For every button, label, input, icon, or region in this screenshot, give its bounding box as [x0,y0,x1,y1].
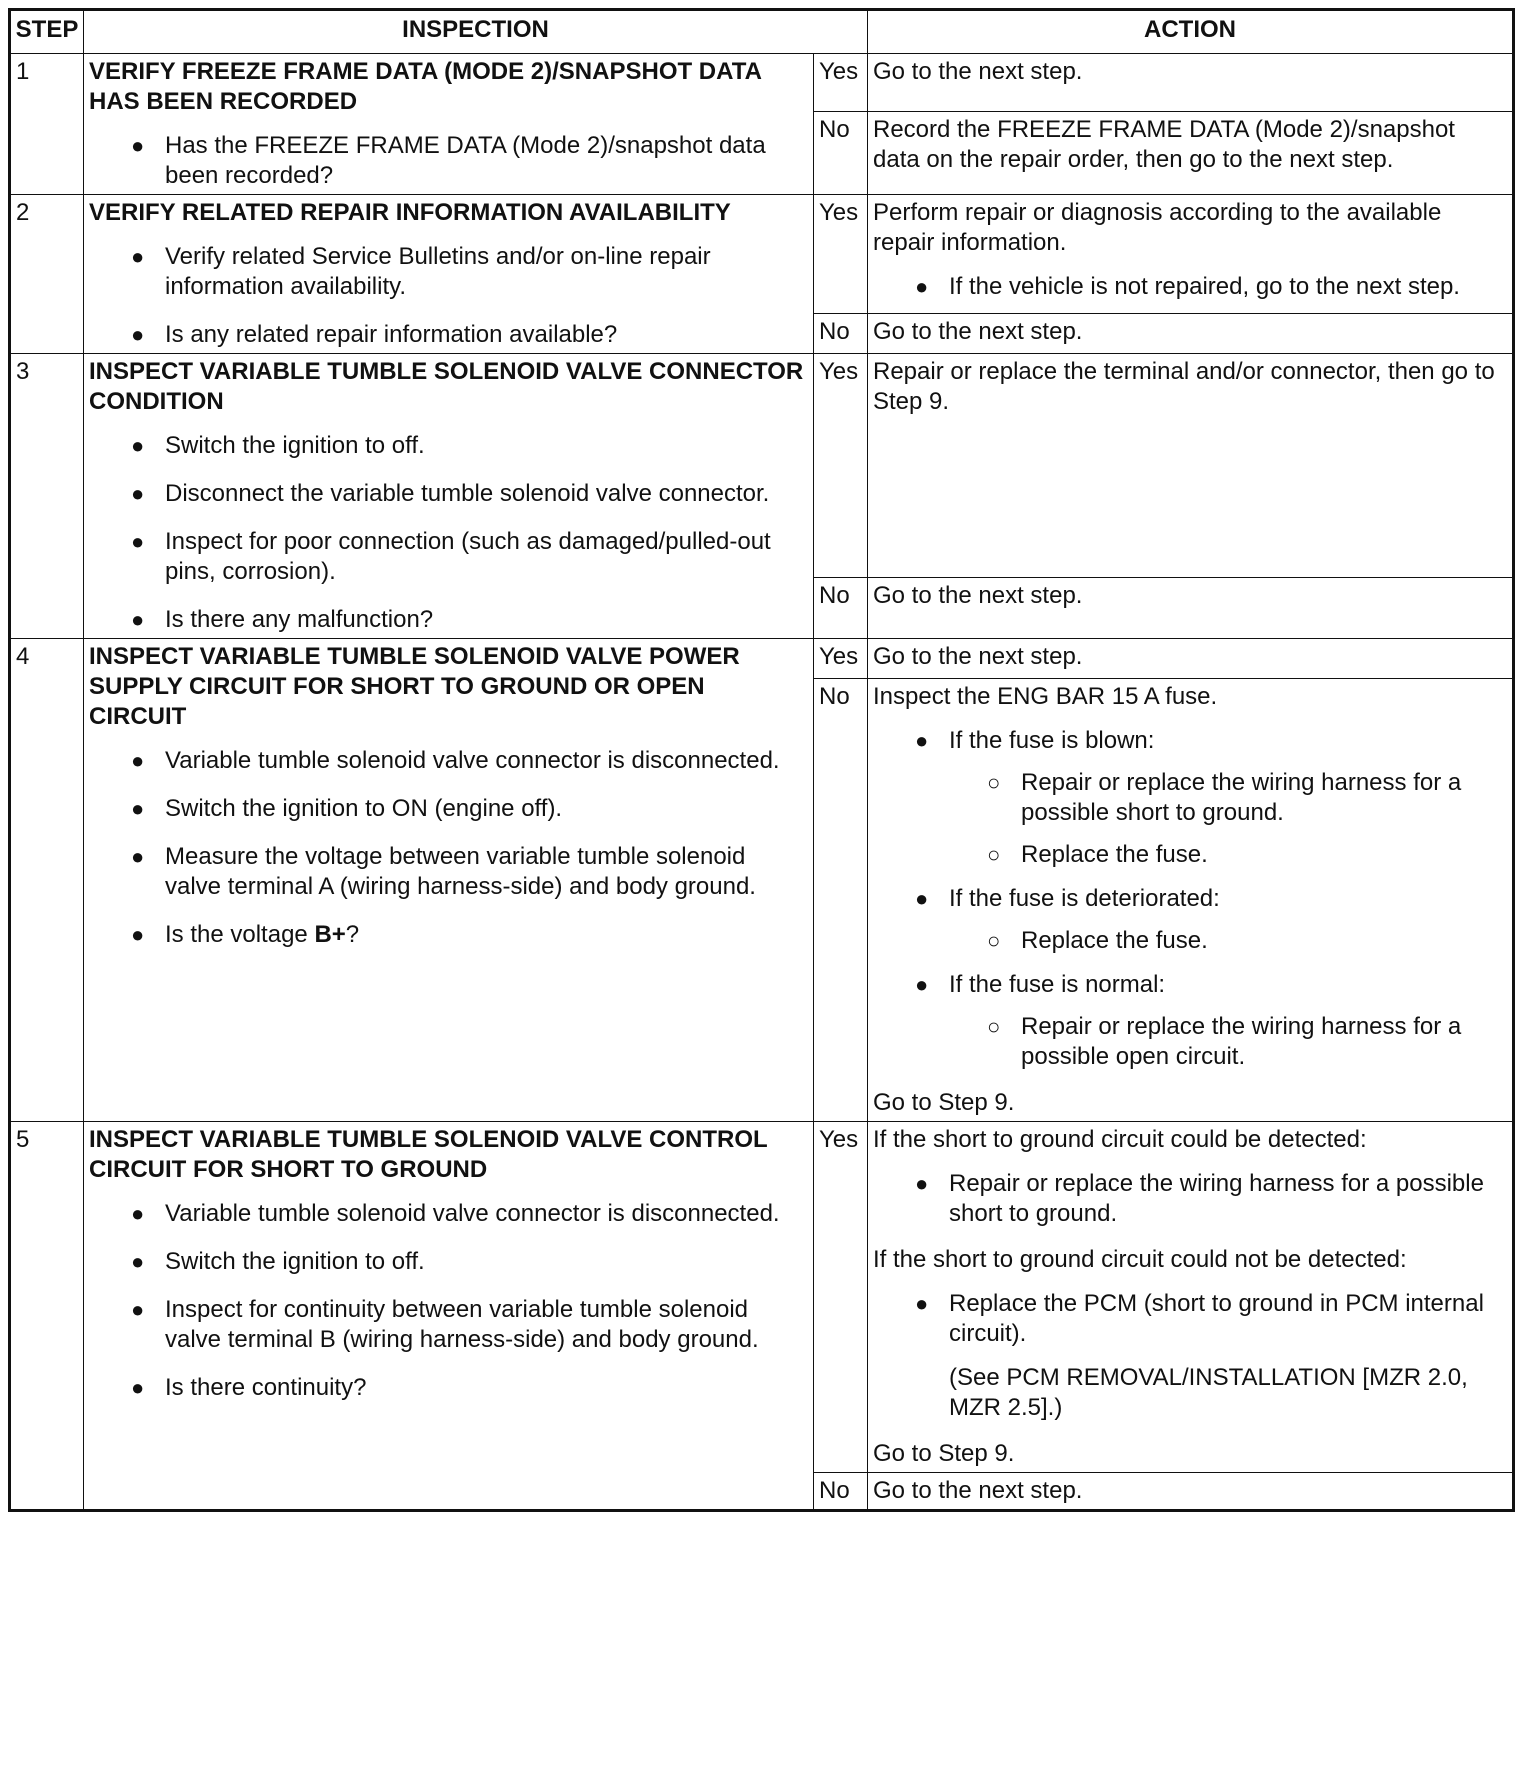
step-title: INSPECT VARIABLE TUMBLE SOLENOID VALVE POWER SUPPLY CIRCUIT FOR SHORT TO GROUND OR OPEN CIRCUIT [89,643,740,730]
voltage-value: B+ [314,921,346,948]
step-5-yes-row [10,1122,1514,1473]
diagnostic-table [8,8,1515,1512]
bullet-item: ● Switch the ignition to ON (engine off). [165,794,808,824]
step-inspection [84,1122,814,1511]
bullet-item: ● Inspect for poor connection (such as damaged/pulled-out pins, corrosion). [165,527,808,587]
header-action: ACTION [868,10,1514,54]
bullet-text: Is the voltage [165,921,315,948]
case-item [949,970,1507,1072]
case-label: If the fuse is blown: [949,727,1155,754]
action-bullet-text: ● Replace the PCM (short to ground in PCM internal circuit). [949,1290,1484,1347]
yes-action-text: Perform repair or diagnosis according to the available repair information. [873,199,1442,256]
no-label: No [814,1473,868,1511]
no-action-text: Inspect the ENG BAR 15 A fuse. [873,683,1218,710]
case-item [949,726,1507,870]
yes-action-end: Go to Step 9. [873,1440,1015,1467]
sub-list [949,926,1507,956]
no-action-end: Go to Step 9. [873,1089,1015,1116]
reference-note: (See PCM REMOVAL/INSTALLATION [MZR 2.0, MZR 2.5].) [949,1364,1468,1421]
sub-item: ○ Repair or replace the wiring harness for a possible short to ground. [1021,768,1507,828]
bullet-item: ● Variable tumble solenoid valve connector is disconnected. [165,746,808,776]
case-label: If the fuse is deteriorated: [949,885,1220,912]
bullet-list [89,242,808,350]
step-title: VERIFY FREEZE FRAME DATA (MODE 2)/SNAPSHOT DATA HAS BEEN RECORDED [89,58,762,115]
yes-label: Yes [814,639,868,679]
yes-label: Yes [814,195,868,314]
bullet-list [89,431,808,635]
sub-list [949,768,1507,870]
action-bullet-list [873,1289,1507,1423]
step-title: INSPECT VARIABLE TUMBLE SOLENOID VALVE CONNECTOR CONDITION [89,358,804,415]
action-bullet: ● Repair or replace the wiring harness for a possible short to ground. [949,1169,1507,1229]
yes-action: Go to the next step. [868,54,1514,112]
bullet-item: ● Disconnect the variable tumble solenoid valve connector. [165,479,808,509]
action-bullet-list [873,272,1507,302]
yes-label: Yes [814,1122,868,1473]
step-3-yes-row [10,354,1514,578]
no-action: Record the FREEZE FRAME DATA (Mode 2)/snapshot data on the repair order, then go to the next step. [868,112,1514,195]
bullet-item: ● Inspect for continuity between variable tumble solenoid valve terminal B (wiring harness-side) and body ground. [165,1295,808,1355]
step-number: 1 [10,54,84,195]
bullet-item: ● Is any related repair information available? [165,320,808,350]
no-action: Go to the next step. [868,578,1514,639]
step-number: 5 [10,1122,84,1511]
case-item [949,884,1507,956]
header-row [10,10,1514,54]
step-number: 3 [10,354,84,639]
bullet-item [165,920,808,950]
step-4-yes-row [10,639,1514,679]
action-bullet-list [873,1169,1507,1229]
step-title: INSPECT VARIABLE TUMBLE SOLENOID VALVE CONTROL CIRCUIT FOR SHORT TO GROUND [89,1126,768,1183]
action-bullet [949,1289,1507,1423]
sub-item: ○ Replace the fuse. [1021,926,1507,956]
step-number: 2 [10,195,84,354]
yes-action [868,1122,1514,1473]
bullet-item: ● Is there any malfunction? [165,605,808,635]
no-action [868,679,1514,1122]
step-2-yes-row [10,195,1514,314]
no-action: Go to the next step. [868,1473,1514,1511]
step-inspection [84,54,814,195]
yes-intro: If the short to ground circuit could not be detected: [873,1246,1407,1273]
step-title: VERIFY RELATED REPAIR INFORMATION AVAILABILITY [89,199,731,226]
bullet-item: ● Verify related Service Bulletins and/or on-line repair information availability. [165,242,808,302]
step-number: 4 [10,639,84,1122]
yes-label: Yes [814,54,868,112]
header-step: STEP [10,10,84,54]
case-list [873,726,1507,1072]
sub-item: ○ Repair or replace the wiring harness for a possible open circuit. [1021,1012,1507,1072]
bullet-list [89,1199,808,1403]
no-label: No [814,578,868,639]
yes-label: Yes [814,354,868,578]
no-label: No [814,679,868,1122]
case-label: If the fuse is normal: [949,971,1166,998]
step-1-yes-row [10,54,1514,112]
yes-action [868,195,1514,314]
sub-item: ○ Replace the fuse. [1021,840,1507,870]
step-inspection [84,195,814,354]
step-inspection [84,354,814,639]
no-label: No [814,112,868,195]
yes-action: Repair or replace the terminal and/or connector, then go to Step 9. [868,354,1514,578]
no-label: No [814,314,868,354]
bullet-item: ● Is there continuity? [165,1373,808,1403]
bullet-item: ● Measure the voltage between variable tumble solenoid valve terminal A (wiring harness-side) and body ground. [165,842,808,902]
bullet-list [89,746,808,950]
bullet-text-end: ? [345,921,360,948]
bullet-item: ● Switch the ignition to off. [165,1247,808,1277]
bullet-item: ● Variable tumble solenoid valve connector is disconnected. [165,1199,808,1229]
action-bullet: ● If the vehicle is not repaired, go to the next step. [949,272,1507,302]
yes-intro: If the short to ground circuit could be detected: [873,1126,1367,1153]
sub-list [949,1012,1507,1072]
yes-action: Go to the next step. [868,639,1514,679]
bullet-item: ● Switch the ignition to off. [165,431,808,461]
no-action: Go to the next step. [868,314,1514,354]
step-inspection [84,639,814,1122]
bullet-list [89,131,808,191]
bullet-item: ● Has the FREEZE FRAME DATA (Mode 2)/snapshot data been recorded? [165,131,808,191]
header-inspection: INSPECTION [84,10,868,54]
